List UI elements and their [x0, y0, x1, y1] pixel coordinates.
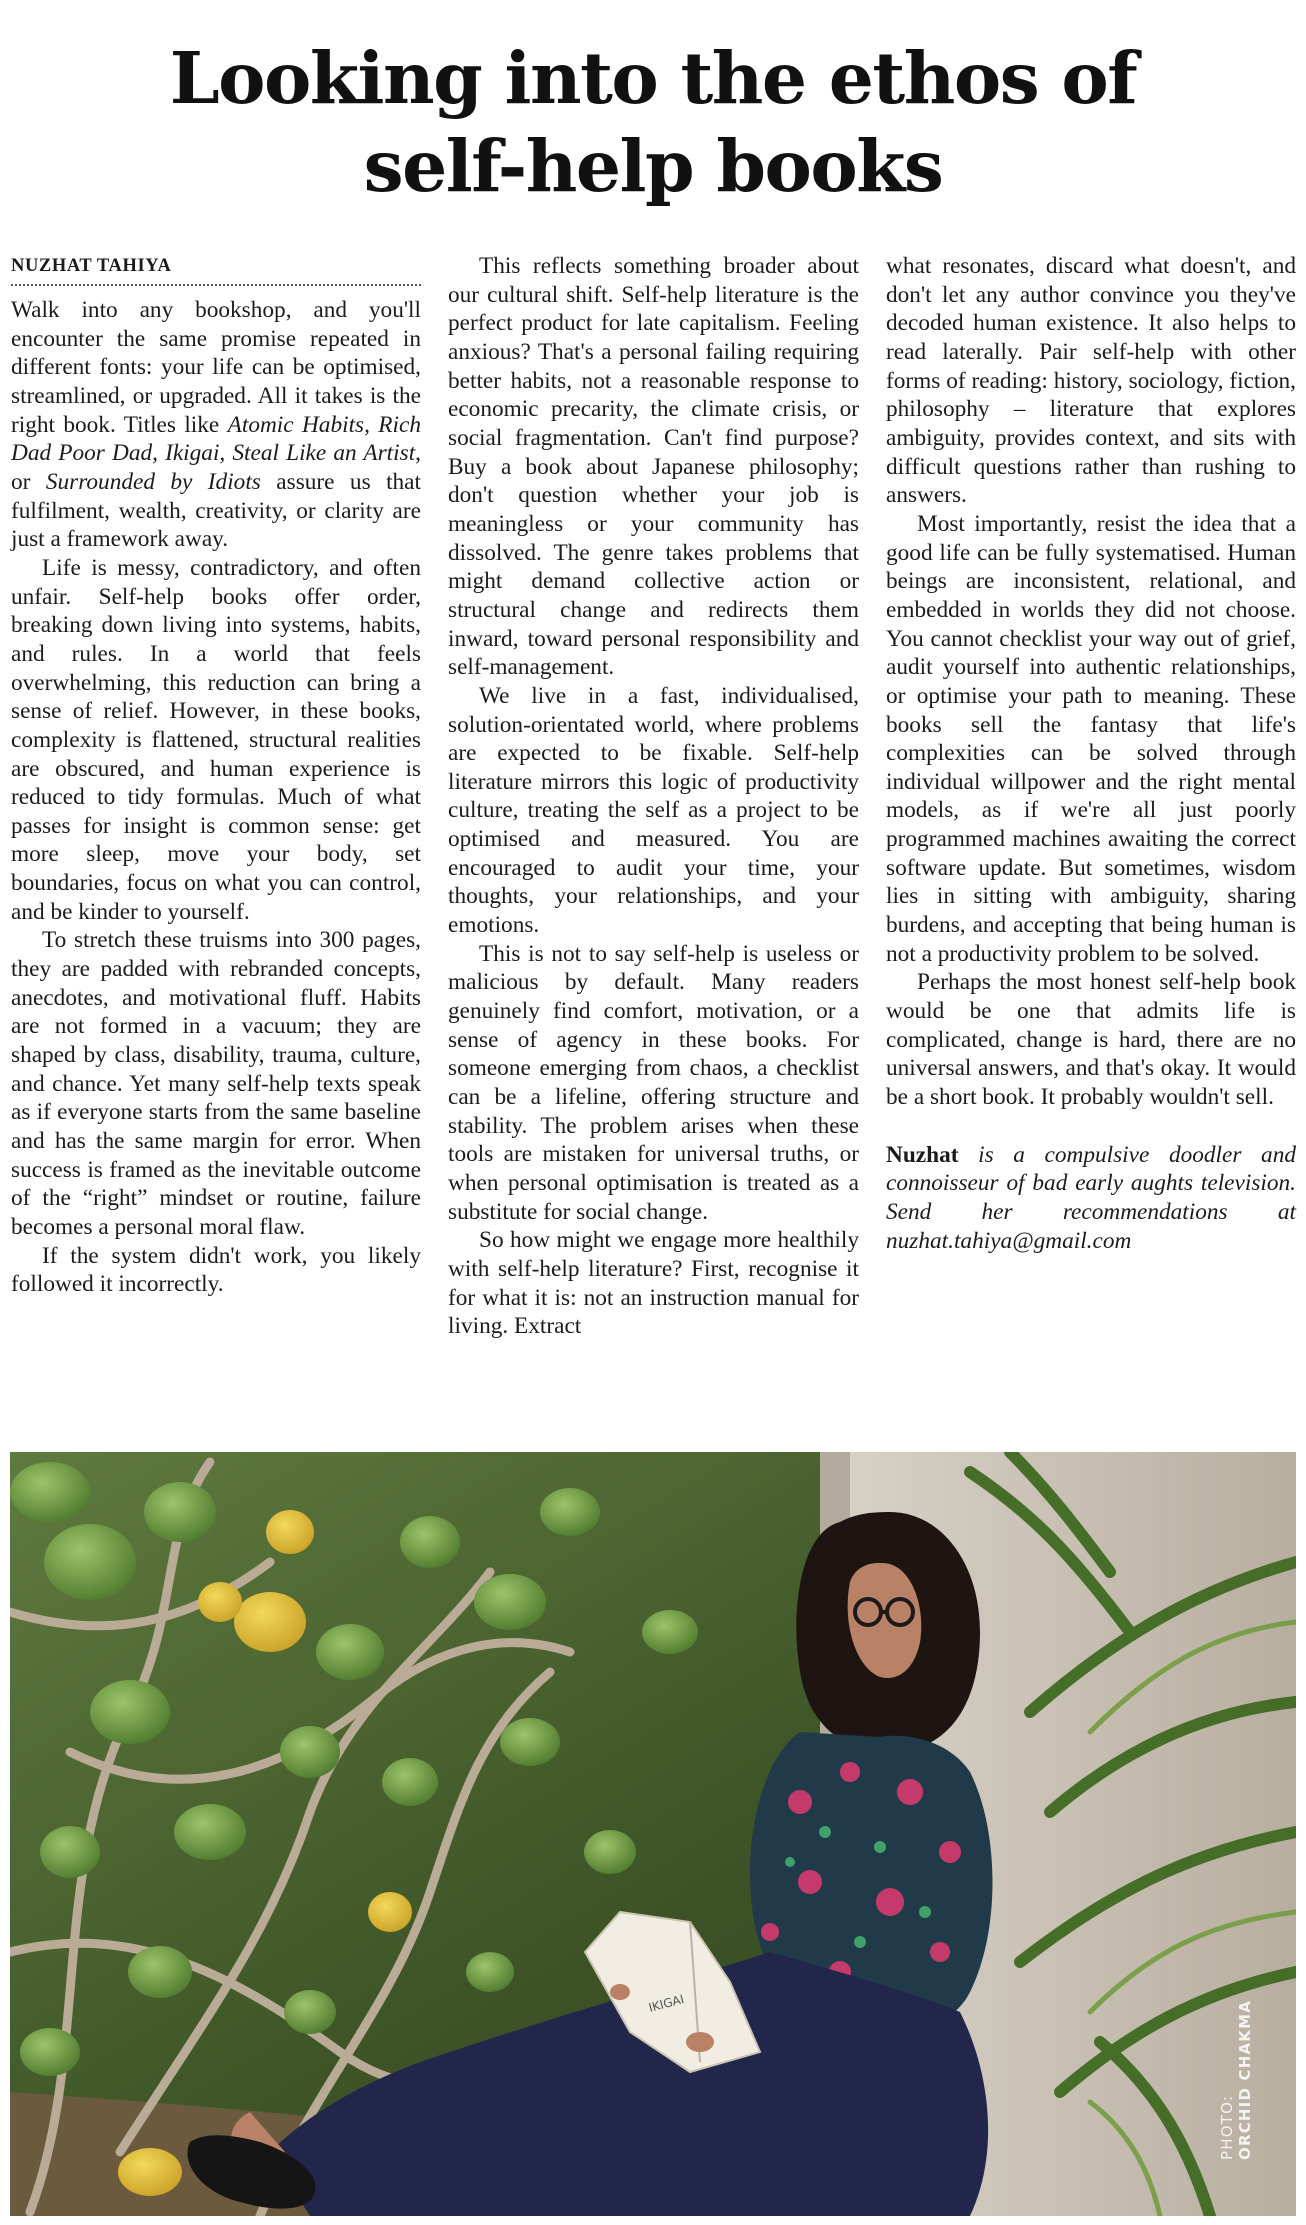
paragraph-2-2: We live in a fast, individualised, solution-orientated world, where problems are expected to be fixable. Self-help literature mirrors this logic of productivity culture, treating the self as a project to be optimised and measured. You are encouraged to audit your time, your thoughts, your relationships, and your emotions. [448, 682, 859, 939]
column-3 [886, 252, 1296, 1255]
paragraph-text: , or [11, 440, 421, 495]
paragraph-1-4: If the system didn't work, you likely followed it incorrectly. [11, 1242, 421, 1298]
paragraph-2-4: So how might we engage more healthily with self-help literature? First, recognise it for what it is: not an instruction manual for living. Extract [448, 1227, 859, 1340]
paragraph-1-1 [11, 296, 421, 554]
photo-credit-prefix: PHOTO: [1218, 2094, 1236, 2160]
paragraph-text: assure us that fulfilment, wealth, creativity, or clarity are just a framework away. [11, 468, 421, 553]
headline [20, 34, 1286, 210]
paragraph-3-1: what resonates, discard what doesn't, and don't let any author convince you they've decoded human existence. It also helps to read laterally. Pair self-help with other forms of reading: history, sociology, fiction, philosophy – literature that explores ambiguity, provides context, and sits with difficult questions rather than rushing to answers. [886, 253, 1296, 509]
photo-credit [1214, 1920, 1254, 2160]
paragraph-2-3: This is not to say self-help is useless or malicious by default. Many readers genuinely find comfort, motivation, or a sense of agency in these books. For someone emerging from chaos, a checklist can be a lifeline, offering structure and stability. The problem arises when these tools are mistaken for universal truths, or when personal optimisation is treated as a substitute for social change. [448, 940, 859, 1225]
headline-line-1: Looking into the ethos of [169, 36, 1137, 120]
book-title: Surrounded by Idiots [45, 468, 261, 495]
book-titles: Atomic Habits, Rich Dad Poor Dad, Ikigai, Steal Like an Artist [11, 411, 421, 467]
photo-illustration [10, 1452, 1296, 2216]
svg-text:IKIGAI: IKIGAI [647, 1992, 686, 2015]
author-bio-text: is a compulsive doodler and connoisseur of bad early aughts television. Send her recommendations at nuzhat.tahiya@gmail.com [886, 1141, 1296, 1254]
paragraph-text: Walk into any bookshop, and you'll encounter the same promise repeated in different fonts: your life can be optimised, streamlined, or upgraded. All it takes is the right book. Titles like [11, 297, 421, 438]
photo-credit-name: ORCHID CHAKMA [1236, 1999, 1254, 2160]
column-1 [11, 252, 421, 1299]
paragraph-1-3: To stretch these truisms into 300 pages, they are padded with rebranded concepts, anecdotes, and motivational fluff. Habits are not formed in a vacuum; they are shaped by class, disability, trauma, culture, and chance. Yet many self-help texts speak as if everyone starts from the same baseline and has the same margin for error. When success is framed as the inevitable outcome of the “right” mindset or routine, failure becomes a personal moral flaw. [11, 927, 421, 1240]
byline: NUZHAT TAHIYA [11, 254, 421, 286]
paragraph-3-3: Perhaps the most honest self-help book would be one that admits life is complicated, change is hard, there are no universal answers, and that's okay. It would be a short book. It probably wouldn't sell. [886, 969, 1296, 1111]
headline-line-2: self-help books [363, 124, 943, 208]
author-bio-name: Nuzhat [886, 1141, 959, 1168]
article-photo [10, 1452, 1296, 2216]
column-2 [448, 252, 859, 1341]
photo-credit-text [1218, 2000, 1254, 2160]
author-bio [886, 1141, 1296, 1256]
paragraph-1-2: Life is messy, contradictory, and often unfair. Self-help books offer order, breaking down living into systems, habits, and rules. In a world that feels overwhelming, this reduction can bring a sense of relief. However, in these books, complexity is flattened, structural realities are obscured, and human experience is reduced to tidy formulas. Much of what passes for insight is common sense: get more sleep, move your body, set boundaries, focus on what you can control, and be kinder to yourself. [11, 554, 421, 925]
paragraph-3-2: Most importantly, resist the idea that a good life can be fully systematised. Human beings are inconsistent, relational, and embedded in worlds they did not choose. You cannot checklist your way out of grief, audit yourself into authentic relationships, or optimise your path to meaning. These books sell the fantasy that life's complexities can be solved through individual willpower and the right mental models, as if we're all just poorly programmed machines awaiting the correct software update. But sometimes, wisdom lies in sitting with ambiguity, sharing burdens, and accepting that being human is not a productivity problem to be solved. [886, 510, 1296, 967]
paragraph-2-1: This reflects something broader about our cultural shift. Self-help literature is the perfect product for late capitalism. Feeling anxious? That's a personal failing requiring better habits, not a reasonable response to economic precarity, the climate crisis, or social fragmentation. Can't find purpose? Buy a book about Japanese philosophy; don't question whether your job is meaningless or your community has dissolved. The genre takes problems that might demand collective action or structural change and redirects them inward, toward personal responsibility and self-management. [448, 253, 859, 681]
